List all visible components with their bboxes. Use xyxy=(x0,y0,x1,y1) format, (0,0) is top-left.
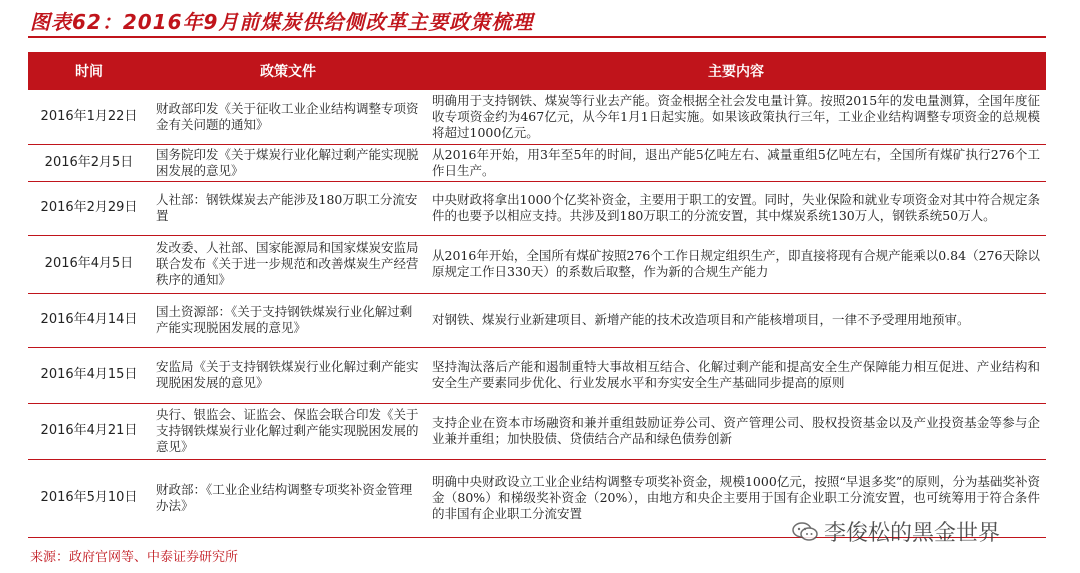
cell-doc: 财政部：《工业企业结构调整专项奖补资金管理办法》 xyxy=(150,459,426,537)
cell-doc: 国务院印发《关于煤炭行业化解过剩产能实现脱困发展的意见》 xyxy=(150,144,426,181)
cell-content: 坚持淘汰落后产能和遏制重特大事故相互结合、化解过剩产能和提高安全生产保障能力相互促进、产业结构和安全生产要素同步优化、行业发展水平和夯实安全生产基础同步提高的原则 xyxy=(426,347,1046,403)
wechat-icon xyxy=(792,522,818,542)
header-time: 时间 xyxy=(28,52,150,90)
table-row xyxy=(28,347,1046,403)
cell-content: 对钢铁、煤炭行业新建项目、新增产能的技术改造项目和产能核增项目，一律不予受理用地预审。 xyxy=(426,293,1046,347)
figure-title: 图表62：2016年9月前煤炭供给侧改革主要政策梳理 xyxy=(30,10,534,34)
cell-time: 2016年4月15日 xyxy=(28,347,150,403)
table-row xyxy=(28,235,1046,293)
table-header-row xyxy=(28,52,1046,90)
table-row xyxy=(28,403,1046,459)
watermark xyxy=(792,516,1000,547)
cell-doc: 安监局《关于支持钢铁煤炭行业化解过剩产能实现脱困发展的意见》 xyxy=(150,347,426,403)
cell-content: 明确用于支持钢铁、煤炭等行业去产能。资金根据全社会发电量计算。按照2015年的发电量测算，全国年度征收专项资金约为467亿元，从今年1月1日起实施。如果该政策执行三年，工业企业结构调整专项资金的总规模将超过1000亿元。 xyxy=(426,90,1046,144)
cell-doc: 国土资源部：《关于支持钢铁煤炭行业化解过剩产能实现脱困发展的意见》 xyxy=(150,293,426,347)
cell-time: 2016年4月5日 xyxy=(28,235,150,293)
cell-time: 2016年1月22日 xyxy=(28,90,150,144)
header-doc: 政策文件 xyxy=(150,52,426,90)
table-row xyxy=(28,144,1046,181)
cell-content: 中央财政将拿出1000个亿奖补资金，主要用于职工的安置。同时，失业保险和就业专项资金对其中符合规定条件的也要予以相应支持。共涉及到180万职工的分流安置，其中煤炭系统130万人，钢铁系统50万人。 xyxy=(426,181,1046,235)
cell-doc: 央行、银监会、证监会、保监会联合印发《关于支持钢铁煤炭行业化解过剩产能实现脱困发展的意见》 xyxy=(150,403,426,459)
title-rule xyxy=(28,36,1046,38)
source-note: 来源：政府官网等、中泰证券研究所 xyxy=(30,550,239,565)
cell-content: 支持企业在资本市场融资和兼并重组鼓励证券公司、资产管理公司、股权投资基金以及产业投资基金等参与企业兼并重组；加快股债、贷债结合产品和绿色债券创新 xyxy=(426,403,1046,459)
cell-doc: 人社部：钢铁煤炭去产能涉及180万职工分流安置 xyxy=(150,181,426,235)
cell-content: 从2016年开始，用3年至5年的时间，退出产能5亿吨左右、减量重组5亿吨左右，全国所有煤矿执行276个工作日生产。 xyxy=(426,144,1046,181)
policy-table xyxy=(28,52,1046,538)
cell-time: 2016年4月14日 xyxy=(28,293,150,347)
cell-doc: 发改委、人社部、国家能源局和国家煤炭安监局联合发布《关于进一步规范和改善煤炭生产经营秩序的通知》 xyxy=(150,235,426,293)
table-row xyxy=(28,181,1046,235)
cell-time: 2016年4月21日 xyxy=(28,403,150,459)
watermark-text: 李俊松的黑金世界 xyxy=(824,521,1001,546)
cell-doc: 财政部印发《关于征收工业企业结构调整专项资金有关问题的通知》 xyxy=(150,90,426,144)
cell-content: 从2016年开始，全国所有煤矿按照276个工作日规定组织生产，即直接将现有合规产能乘以0.84（276天除以原规定工作日330天）的系数后取整，作为新的合规生产能力 xyxy=(426,235,1046,293)
cell-content: 明确中央财政设立工业企业结构调整专项奖补资金，规模1000亿元，按照“早退多奖”的原则，分为基础奖补资金（80%）和梯级奖补资金（20%），由地方和央企主要用于国有企业职工分流安置，也可统筹用于符合条件的非国有企业职工分流安置 xyxy=(426,459,1046,537)
cell-time: 2016年2月29日 xyxy=(28,181,150,235)
table-row xyxy=(28,293,1046,347)
header-content: 主要内容 xyxy=(426,52,1046,90)
cell-time: 2016年5月10日 xyxy=(28,459,150,537)
table-row xyxy=(28,90,1046,144)
cell-time: 2016年2月5日 xyxy=(28,144,150,181)
